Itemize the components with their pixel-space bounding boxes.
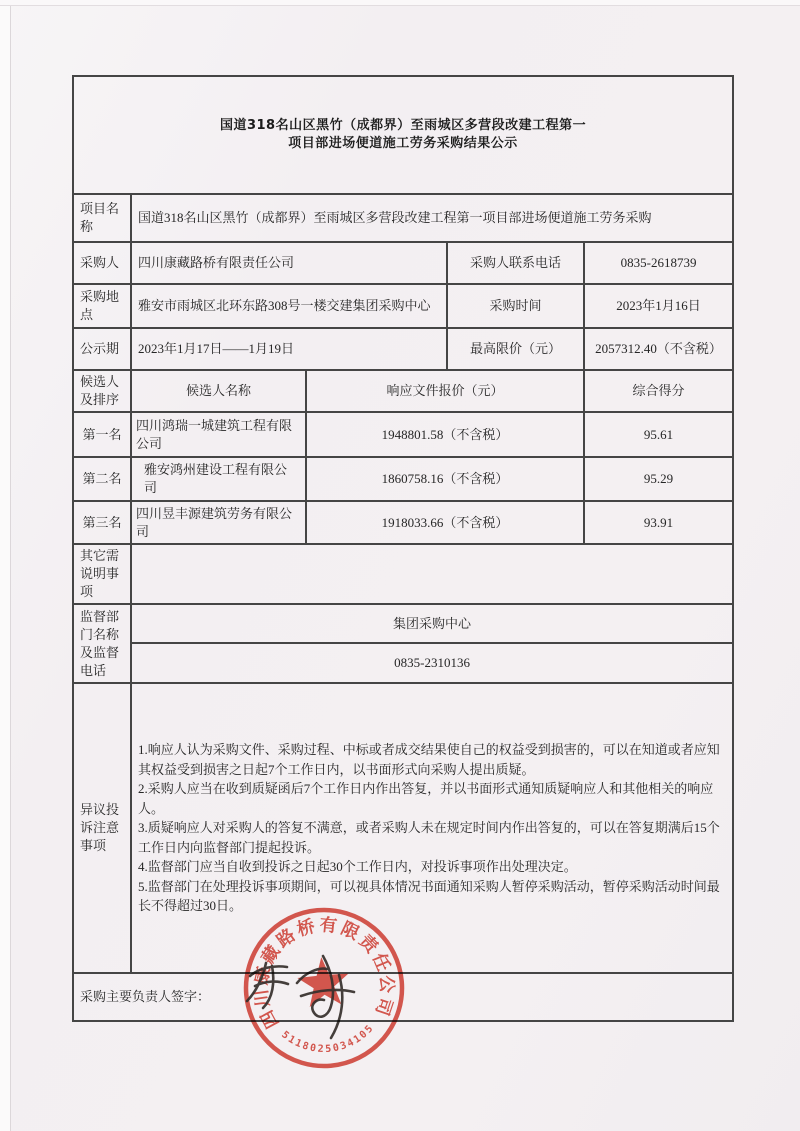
title-row [73,76,733,194]
publicity-period-label: 公示期 [73,328,131,370]
table-row-supervision-phone [73,643,733,683]
candidate-3-score: 93.91 [584,501,733,544]
objection-item-1: 1.响应人认为采购文件、采购过程、中标或者成交结果使自己的权益受到损害的，可以在知道或者应知其权益受到损害之日起7个工作日内，以书面形式向采购人提出质疑。 [138,742,720,777]
candidate-1-price: 1948801.58（不含税） [306,412,584,457]
objection-text [131,683,733,973]
project-name-value: 国道318名山区黑竹（成都界）至雨城区多营段改建工程第一项目部进场便道施工劳务采购 [131,194,733,242]
candidate-3-rank: 第三名 [73,501,131,544]
table-row-project-name [73,194,733,242]
signature-label: 采购主要负责人签字： [73,973,733,1021]
candidate-2-name: 雅安鸿州建设工程有限公司 [131,457,306,501]
candidate-row-1 [73,412,733,457]
objection-item-5: 5.监督部门在处理投诉事项期间，可以视具体情况书面通知采购人暂停采购活动，暂停采购活动时间最长不得超过30日。 [138,878,720,914]
document-title-line1: 国道318名山区黑竹（成都界）至雨城区多营段改建工程第一 [219,118,587,133]
buyer-label: 采购人 [73,242,131,284]
candidates-header-price: 响应文件报价（元） [306,370,584,412]
publicity-period-value: 2023年1月17日——1月19日 [131,328,447,370]
location-label: 采购地点 [73,284,131,328]
max-price-value: 2057312.40（不含税） [584,328,733,370]
candidate-row-2 [73,457,733,501]
purchase-time-value: 2023年1月16日 [584,284,733,328]
candidates-section-label: 候选人及排序 [73,370,131,412]
scan-edge-top [0,0,800,6]
candidate-1-score: 95.61 [584,412,733,457]
table-row-other-notes [73,544,733,604]
other-notes-value [131,544,733,604]
candidate-1-name: 四川鸿瑞一城建筑工程有限公司 [131,412,306,457]
max-price-label: 最高限价（元） [447,328,584,370]
purchase-time-label: 采购时间 [447,284,584,328]
candidate-2-rank: 第二名 [73,457,131,501]
seal-company-text: 四川康藏路桥有限责任公司 [251,915,397,1032]
candidates-header-name: 候选人名称 [131,370,306,412]
location-value: 雅安市雨城区北环东路308号一楼交建集团采购中心 [131,284,447,328]
table-row-signature [73,973,733,1021]
buyer-phone-label: 采购人联系电话 [447,242,584,284]
objection-item-4: 4.监督部门应当自收到投诉之日起30个工作日内，对投诉事项作出处理决定。 [138,859,577,875]
candidate-3-name: 四川昱丰源建筑劳务有限公司 [131,501,306,544]
buyer-value: 四川康藏路桥有限责任公司 [131,242,447,284]
candidate-2-price: 1860758.16（不含税） [306,457,584,501]
candidate-row-3 [73,501,733,544]
supervision-department: 集团采购中心 [131,604,733,643]
document-table [72,75,734,1022]
table-row-location [73,284,733,328]
candidate-1-rank: 第一名 [73,412,131,457]
candidates-header-score: 综合得分 [584,370,733,412]
candidate-3-price: 1918033.66（不含税） [306,501,584,544]
document-title [73,76,733,194]
table-row-publicity [73,328,733,370]
candidate-2-score: 95.29 [584,457,733,501]
objection-item-2: 2.采购人应当在收到质疑函后7个工作日内作出答复，并以书面形式通知质疑响应人和其他相关的响应人。 [138,781,714,816]
buyer-phone-value: 0835-2618739 [584,242,733,284]
other-notes-label: 其它需说明事项 [73,544,131,604]
table-row-buyer [73,242,733,284]
scan-edge-left [0,0,11,1131]
objection-label: 异议投诉注意事项 [73,683,131,973]
table-row-objection [73,683,733,973]
objection-item-3: 3.质疑响应人对采购人的答复不满意，或者采购人未在规定时间内作出答复的，可以在答复期满后15个工作日内向监督部门提起投诉。 [138,820,720,855]
supervision-phone: 0835-2310136 [131,643,733,683]
supervision-label: 监督部门名称及监督电话 [73,604,131,683]
seal-serial-number: 5118025034105 [279,1022,377,1056]
candidates-header-row [73,370,733,412]
document-title-line2: 项目部进场便道施工劳务采购结果公示 [288,136,518,151]
project-name-label: 项目名称 [73,194,131,242]
table-row-supervision-dept [73,604,733,643]
